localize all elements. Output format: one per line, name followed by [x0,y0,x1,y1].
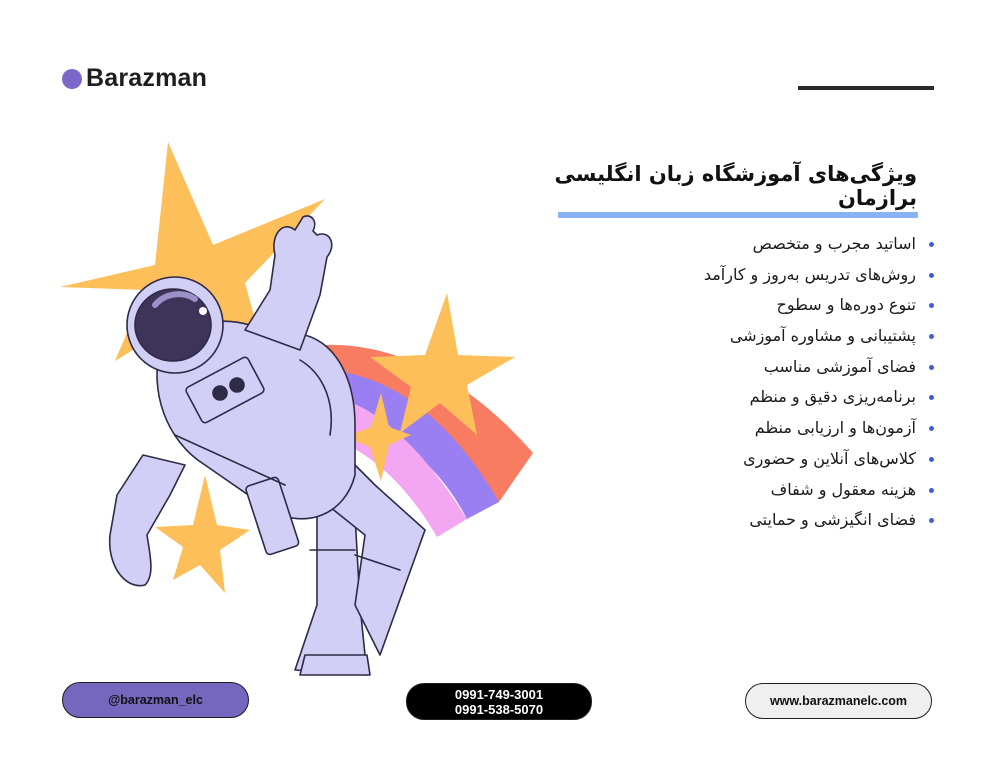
phone-number[interactable]: 0991-538-5070 [454,701,544,717]
brand-dot-icon [62,69,82,89]
phone-number[interactable]: 0991-749-3001 [454,686,544,702]
bullet-icon [929,242,934,247]
list-item: آزمون‌ها و ارزیابی منظم [514,416,934,447]
header-divider [798,86,934,90]
social-handle-pill[interactable]: @barazman_elc [62,682,249,718]
list-item: تنوع دوره‌ها و سطوح [514,293,934,324]
list-item: پشتیبانی و مشاوره آموزشی [514,324,934,355]
bullet-icon [929,334,934,339]
bullet-icon [929,426,934,431]
panel-button-icon [213,386,227,400]
bullet-icon [929,488,934,493]
bullet-icon [929,365,934,370]
website-pill[interactable]: www.barazmanelc.com [745,683,932,719]
list-item: روش‌های تدریس به‌روز و کارآمد [514,263,934,294]
list-item: هزینه معقول و شفاف [514,478,934,509]
visor-glint [199,307,207,315]
bullet-icon [929,303,934,308]
title-underline [558,212,918,218]
list-item: اساتید مجرب و متخصص [514,232,934,263]
brand-logo [62,64,207,93]
bullet-icon [929,273,934,278]
astronaut-arm [110,455,185,586]
list-item: برنامه‌ریزی دقیق و منظم [514,385,934,416]
bullet-icon [929,395,934,400]
panel-button-icon [230,378,244,392]
feature-list [514,232,934,539]
list-item: کلاس‌های آنلاین و حضوری [514,447,934,478]
phone-numbers-pill[interactable] [406,683,592,720]
helmet-visor [135,289,211,361]
brand-name: Barazman [86,64,208,92]
bullet-icon [929,518,934,523]
list-item: فضای انگیزشی و حمایتی [514,508,934,539]
astronaut-illustration [55,135,545,680]
page-title: ویژگی‌های آموزشگاه زبان انگلیسی برازمان [554,162,917,210]
list-item: فضای آموزشی مناسب [514,355,934,386]
astronaut-boot [300,655,370,675]
bullet-icon [929,457,934,462]
